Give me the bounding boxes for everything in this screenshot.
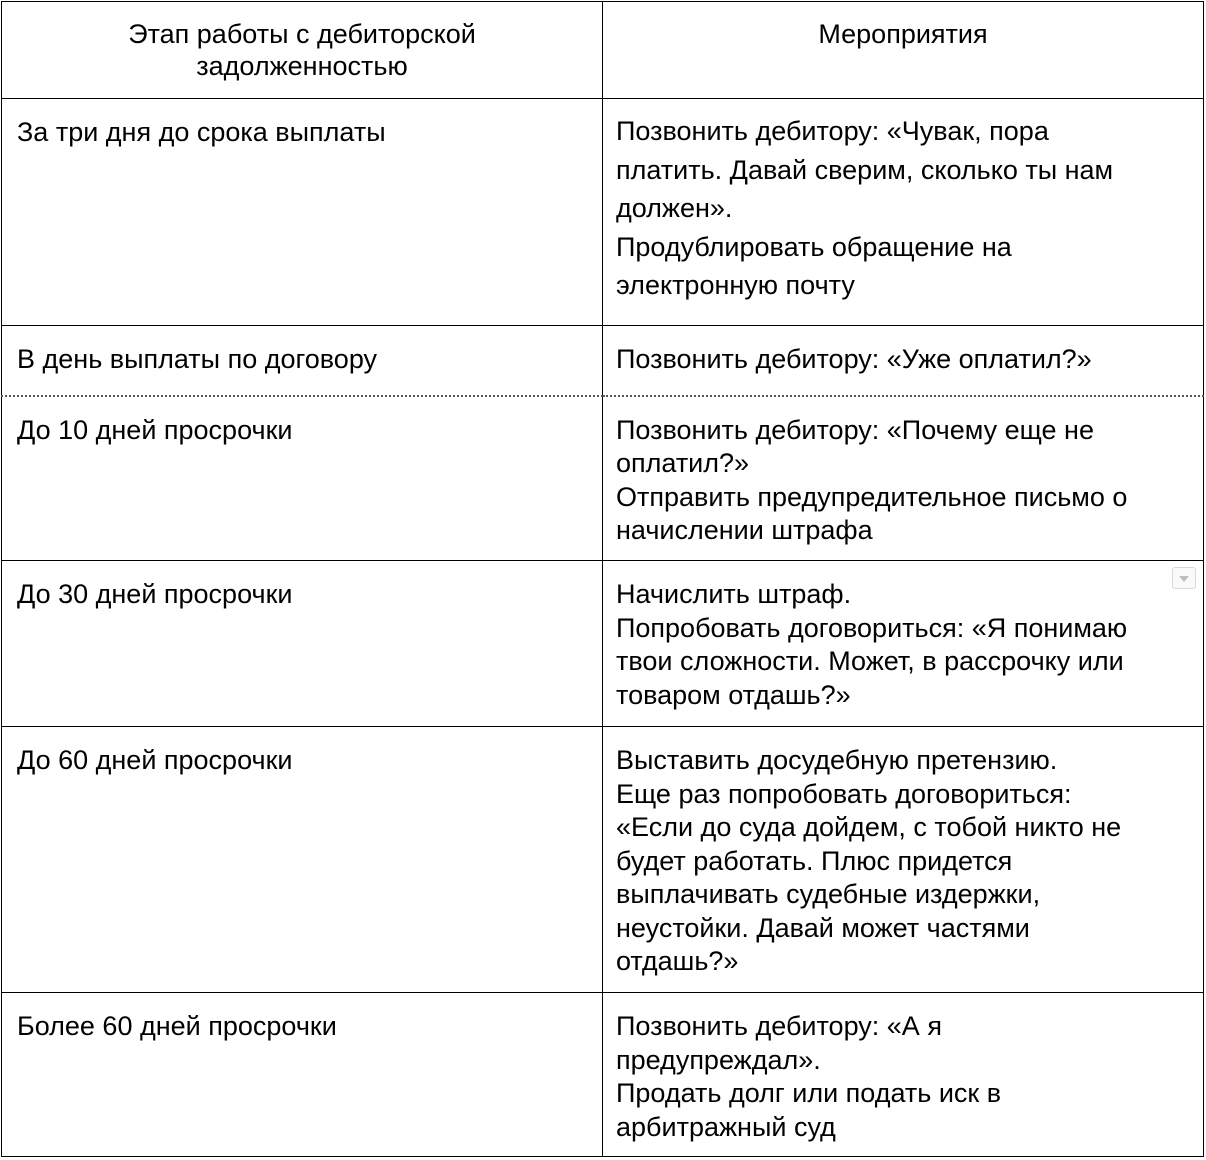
- action-line: платить. Давай сверим, сколько ты нам: [616, 154, 1114, 185]
- actions-cell: [603, 326, 1204, 396]
- action-line: Продублировать обращение на: [616, 231, 1012, 262]
- action-line: отдашь?»: [616, 946, 739, 976]
- actions-cell: [603, 396, 1204, 561]
- table-row: [2, 99, 1204, 326]
- action-line: выплачивать судебные издержки,: [616, 879, 1041, 909]
- actions-cell: [603, 99, 1204, 326]
- stage-text: Более 60 дней просрочки: [17, 1011, 337, 1041]
- action-line: Позвонить дебитору: «Уже оплатил?»: [616, 344, 1092, 374]
- stage-cell: [2, 727, 603, 993]
- action-line: Попробовать договориться: «Я понимаю: [616, 612, 1128, 643]
- stage-cell: [2, 561, 603, 727]
- action-line: Продать долг или подать иск в: [616, 1078, 1002, 1108]
- action-line: оплатил?»: [616, 448, 750, 478]
- action-line: твои сложности. Может, в рассрочку или: [616, 646, 1124, 676]
- stage-text: До 10 дней просрочки: [17, 414, 293, 445]
- header-stage-line: Этап работы с дебиторской: [128, 19, 476, 49]
- table-row: [2, 396, 1204, 561]
- stage-text: За три дня до срока выплаты: [17, 117, 386, 147]
- header-actions-line: Мероприятия: [818, 19, 988, 49]
- action-line: должен».: [616, 193, 733, 223]
- header-actions: [603, 2, 1204, 99]
- action-line: Начислить штраф.: [616, 579, 852, 609]
- action-line: Позвонить дебитору: «Чувак, пора: [616, 116, 1049, 146]
- table-header-row: [2, 2, 1204, 99]
- action-line: Позвонить дебитору: «Почему еще не: [616, 414, 1094, 445]
- header-stage: [2, 2, 603, 99]
- table-row: [2, 561, 1204, 727]
- action-line: Еще раз попробовать договориться:: [616, 778, 1072, 809]
- action-line: электронную почту: [616, 270, 855, 300]
- action-line: Позвонить дебитору: «А я: [616, 1011, 942, 1041]
- actions-cell: [603, 727, 1204, 993]
- action-line: товаром отдашь?»: [616, 679, 851, 710]
- action-line: Выставить досудебную претензию.: [616, 745, 1058, 775]
- header-stage-line: задолженностью: [196, 51, 408, 81]
- action-line: предупреждал».: [616, 1044, 821, 1075]
- table-row: [2, 727, 1204, 993]
- stage-text: До 60 дней просрочки: [17, 745, 293, 775]
- action-line: будет работать. Плюс придется: [616, 845, 1013, 876]
- stage-text: В день выплаты по договору: [17, 344, 378, 374]
- stage-cell: [2, 326, 603, 396]
- stage-cell: [2, 99, 603, 326]
- stage-cell: [2, 993, 603, 1157]
- receivables-table: [1, 1, 1204, 1157]
- action-line: «Если до суда дойдем, с тобой никто не: [616, 812, 1122, 842]
- dropdown-button[interactable]: [1172, 567, 1196, 589]
- stage-cell: [2, 396, 603, 561]
- actions-cell: [603, 561, 1204, 727]
- action-line: начислении штрафа: [616, 515, 873, 545]
- stage-text: До 30 дней просрочки: [17, 579, 293, 609]
- table-row: [2, 326, 1204, 396]
- action-line: арбитражный суд: [616, 1111, 836, 1142]
- actions-cell: [603, 993, 1204, 1157]
- action-line: Отправить предупредительное письмо о: [616, 481, 1128, 512]
- action-line: неустойки. Давай может частями: [616, 912, 1030, 943]
- table-row: [2, 993, 1204, 1157]
- chevron-down-icon: [1179, 576, 1189, 582]
